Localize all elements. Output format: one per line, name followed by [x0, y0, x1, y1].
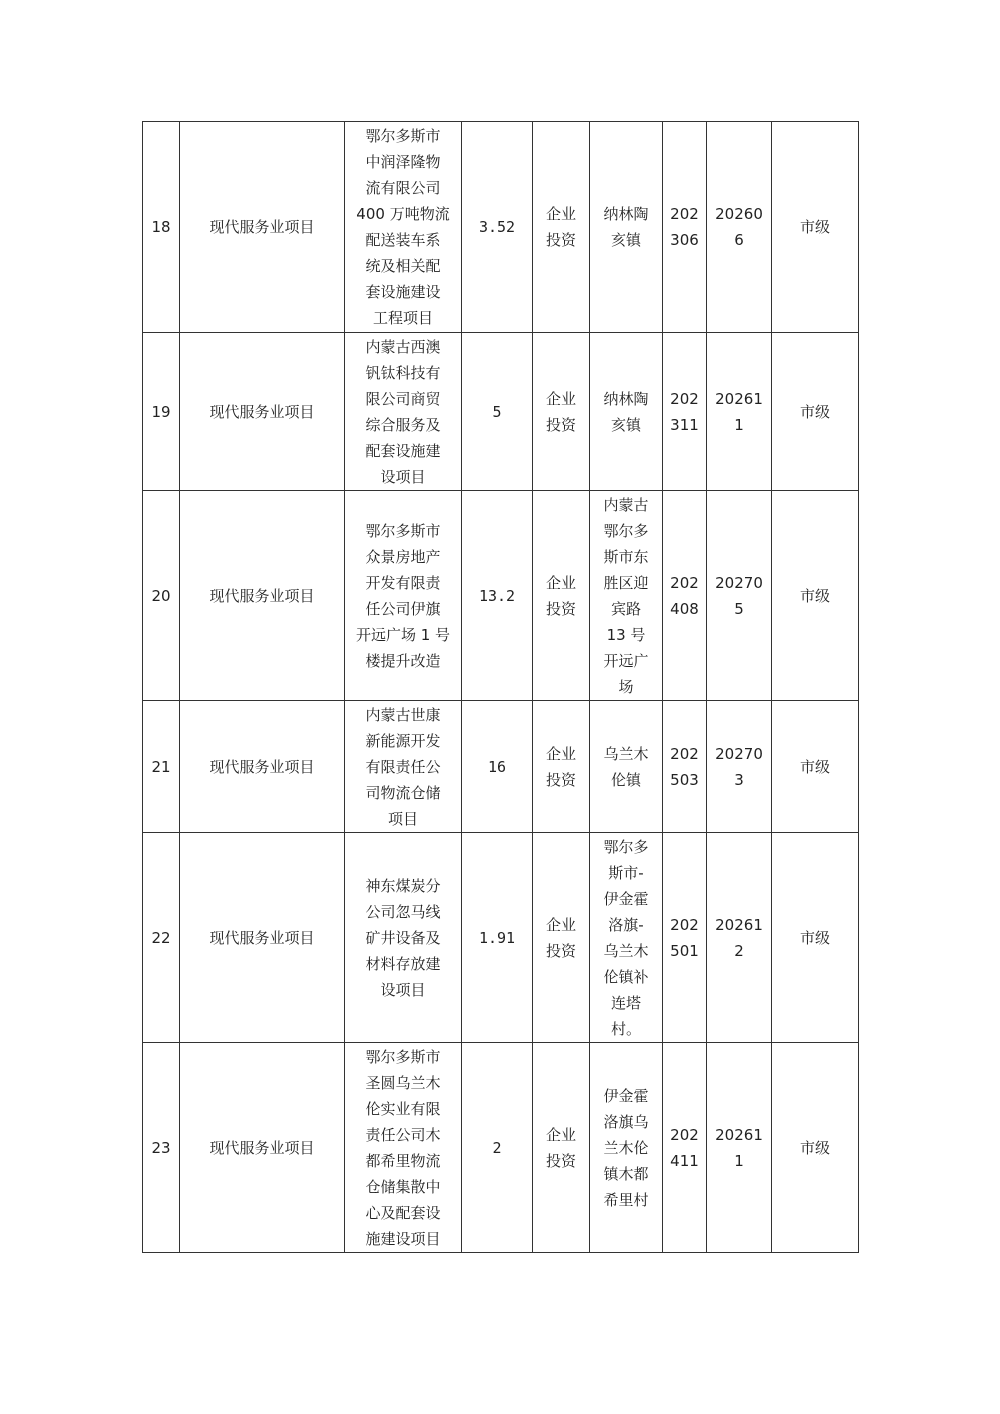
start-date-cell-line: 202: [670, 389, 699, 408]
start-date-cell: [663, 1043, 707, 1253]
table-row: [143, 833, 859, 1043]
project-name-cell: [345, 1043, 462, 1253]
end-date-cell: [707, 122, 772, 333]
location-cell-line: 兰木伦: [603, 1138, 649, 1157]
project-name-cell-line: 套设施建设: [365, 283, 441, 301]
row-index-cell: 22: [143, 833, 180, 1043]
location-cell-line: 胜区迎: [603, 573, 649, 592]
funding-source-cell-line: 投资: [545, 231, 576, 249]
start-date-cell-line: 306: [670, 231, 699, 249]
project-name-cell-line: 新能源开发: [365, 731, 441, 750]
start-date-cell-line: 501: [670, 941, 699, 960]
location-cell-line: 内蒙古: [603, 495, 649, 514]
funding-source-cell-line: 投资: [545, 599, 576, 618]
project-name-cell-line: 鄂尔多斯市: [365, 521, 441, 540]
project-name-cell-line: 神东煤炭分: [365, 876, 441, 895]
project-table: [142, 121, 859, 1253]
location-cell-line: 连塔: [610, 993, 641, 1012]
project-name-cell-line: 工程项目: [372, 309, 433, 327]
end-date-cell-line: 20261: [715, 389, 763, 408]
start-date-cell-line: 408: [670, 599, 699, 618]
project-name-cell-line: 楼提升改造: [365, 651, 441, 670]
end-date-cell-line: 20270: [715, 573, 763, 592]
location-cell-line: 伊金霍: [603, 1086, 649, 1105]
end-date-cell-line: 3: [734, 770, 744, 789]
project-name-cell: [345, 833, 462, 1043]
project-name-cell-line: 内蒙古世康: [365, 705, 441, 724]
location-cell-line: 纳林陶: [603, 389, 649, 408]
end-date-cell-line: 1: [734, 1151, 744, 1170]
funding-source-cell-line: 企业: [545, 744, 576, 763]
start-date-cell: [663, 491, 707, 701]
project-name-cell: [345, 701, 462, 833]
start-date-cell: [663, 701, 707, 833]
start-date-cell-line: 311: [670, 415, 699, 434]
location-cell-line: 鄂尔多: [603, 837, 649, 856]
project-name-cell-line: 钒钛科技有: [365, 363, 441, 382]
location-cell-line: 村。: [610, 1019, 641, 1038]
project-name-cell-line: 鄂尔多斯市: [365, 127, 441, 145]
row-index-cell: 20: [143, 491, 180, 701]
row-index-cell: 19: [143, 333, 180, 491]
funding-source-cell-line: 企业: [545, 573, 576, 592]
category-cell: 现代服务业项目: [180, 1043, 345, 1253]
project-name-cell-line: 综合服务及: [365, 415, 441, 434]
level-cell: 市级: [772, 122, 859, 333]
investment-cell: 13.2: [462, 491, 533, 701]
location-cell-line: 宾路: [610, 599, 641, 618]
location-cell-line: 伦镇: [610, 770, 641, 789]
funding-source-cell-line: 投资: [545, 941, 576, 960]
project-name-cell-line: 责任公司木: [365, 1125, 441, 1144]
level-cell: 市级: [772, 833, 859, 1043]
location-cell: [590, 333, 663, 491]
investment-cell: 16: [462, 701, 533, 833]
location-cell-line: 13 号: [606, 625, 646, 644]
funding-source-cell-line: 企业: [545, 1125, 576, 1144]
start-date-cell-line: 202: [670, 1125, 699, 1144]
end-date-cell-line: 20270: [715, 744, 763, 763]
project-name-cell-line: 项目: [387, 809, 418, 828]
project-name-cell-line: 都希里物流: [365, 1151, 441, 1170]
table-row: [143, 491, 859, 701]
funding-source-cell-line: 投资: [545, 1151, 576, 1170]
funding-source-cell: [533, 1043, 590, 1253]
start-date-cell-line: 202: [670, 205, 699, 223]
location-cell-line: 乌兰木: [603, 941, 649, 960]
project-name-cell-line: 配套设施建: [365, 441, 441, 460]
end-date-cell: [707, 1043, 772, 1253]
location-cell: [590, 701, 663, 833]
location-cell-line: 亥镇: [610, 415, 641, 434]
level-cell: 市级: [772, 491, 859, 701]
location-cell: [590, 1043, 663, 1253]
project-name-cell-line: 司物流仓储: [365, 783, 441, 802]
funding-source-cell-line: 企业: [545, 915, 576, 934]
funding-source-cell: [533, 833, 590, 1043]
end-date-cell: [707, 333, 772, 491]
project-name-cell-line: 材料存放建: [365, 954, 441, 973]
funding-source-cell-line: 企业: [545, 205, 576, 223]
project-name-cell-line: 内蒙古西澳: [365, 337, 441, 356]
project-name-cell-line: 设项目: [380, 467, 426, 486]
location-cell-line: 开远广: [603, 651, 649, 670]
location-cell: [590, 833, 663, 1043]
location-cell-line: 伦镇补: [603, 967, 649, 986]
project-name-cell: [345, 122, 462, 333]
category-cell: 现代服务业项目: [180, 701, 345, 833]
location-cell-line: 乌兰木: [603, 744, 649, 763]
end-date-cell: [707, 833, 772, 1043]
investment-cell: 3.52: [462, 122, 533, 333]
project-name-cell-line: 统及相关配: [365, 257, 441, 275]
category-cell: 现代服务业项目: [180, 491, 345, 701]
location-cell-line: 场: [618, 677, 634, 696]
project-name-cell-line: 开远广场 1 号: [355, 625, 451, 644]
start-date-cell: [663, 833, 707, 1043]
category-cell: 现代服务业项目: [180, 122, 345, 333]
project-name-cell-line: 400 万吨物流: [356, 205, 450, 223]
project-name-cell-line: 开发有限责: [365, 573, 441, 592]
project-name-cell-line: 设项目: [380, 980, 426, 999]
location-cell: [590, 122, 663, 333]
start-date-cell-line: 202: [670, 915, 699, 934]
project-name-cell-line: 限公司商贸: [365, 389, 441, 408]
project-name-cell-line: 心及配套设: [365, 1203, 441, 1222]
project-name-cell-line: 伦实业有限: [365, 1099, 441, 1118]
start-date-cell: [663, 333, 707, 491]
funding-source-cell: [533, 491, 590, 701]
table-row: [143, 122, 859, 333]
level-cell: 市级: [772, 701, 859, 833]
level-cell: 市级: [772, 333, 859, 491]
project-name-cell: [345, 333, 462, 491]
end-date-cell-line: 1: [734, 415, 744, 434]
funding-source-cell-line: 企业: [545, 389, 576, 408]
location-cell-line: 斯市东: [603, 547, 649, 566]
project-name-cell-line: 配送装车系: [365, 231, 441, 249]
start-date-cell-line: 411: [670, 1151, 699, 1170]
project-name-cell: [345, 491, 462, 701]
project-name-cell-line: 矿井设备及: [365, 928, 441, 947]
location-cell-line: 镇木都: [603, 1164, 649, 1183]
table-row: [143, 701, 859, 833]
end-date-cell-line: 20261: [715, 915, 763, 934]
start-date-cell: [663, 122, 707, 333]
row-index-cell: 21: [143, 701, 180, 833]
category-cell: 现代服务业项目: [180, 833, 345, 1043]
end-date-cell-line: 20260: [715, 205, 763, 223]
end-date-cell: [707, 701, 772, 833]
project-name-cell-line: 中润泽隆物: [365, 153, 441, 171]
location-cell-line: 鄂尔多: [603, 521, 649, 540]
location-cell-line: 亥镇: [610, 231, 641, 249]
category-cell: 现代服务业项目: [180, 333, 345, 491]
location-cell-line: 希里村: [603, 1190, 649, 1209]
project-name-cell-line: 鄂尔多斯市: [365, 1047, 441, 1066]
start-date-cell-line: 202: [670, 744, 699, 763]
end-date-cell-line: 6: [734, 231, 744, 249]
row-index-cell: 18: [143, 122, 180, 333]
funding-source-cell: [533, 701, 590, 833]
project-name-cell-line: 任公司伊旗: [365, 599, 441, 618]
location-cell-line: 伊金霍: [603, 889, 649, 908]
table-row: [143, 333, 859, 491]
end-date-cell-line: 2: [734, 941, 744, 960]
row-index-cell: 23: [143, 1043, 180, 1253]
project-name-cell-line: 众景房地产: [365, 547, 441, 566]
investment-cell: 2: [462, 1043, 533, 1253]
investment-cell: 1.91: [462, 833, 533, 1043]
investment-cell: 5: [462, 333, 533, 491]
location-cell-line: 洛旗乌: [603, 1112, 649, 1131]
funding-source-cell: [533, 122, 590, 333]
start-date-cell-line: 503: [670, 770, 699, 789]
table-row: [143, 1043, 859, 1253]
end-date-cell-line: 20261: [715, 1125, 763, 1144]
project-name-cell-line: 圣圆乌兰木: [365, 1073, 441, 1092]
start-date-cell-line: 202: [670, 573, 699, 592]
location-cell: [590, 491, 663, 701]
project-name-cell-line: 有限责任公: [365, 757, 441, 776]
project-name-cell-line: 施建设项目: [365, 1229, 441, 1248]
funding-source-cell-line: 投资: [545, 770, 576, 789]
location-cell-line: 斯市-: [608, 863, 644, 882]
project-name-cell-line: 流有限公司: [365, 179, 441, 197]
level-cell: 市级: [772, 1043, 859, 1253]
project-name-cell-line: 公司忽马线: [365, 902, 441, 921]
end-date-cell: [707, 491, 772, 701]
funding-source-cell-line: 投资: [545, 415, 576, 434]
funding-source-cell: [533, 333, 590, 491]
location-cell-line: 洛旗-: [608, 915, 644, 934]
table-body: [143, 122, 859, 1253]
location-cell-line: 纳林陶: [603, 205, 649, 223]
end-date-cell-line: 5: [734, 599, 744, 618]
project-name-cell-line: 仓储集散中: [365, 1177, 441, 1196]
